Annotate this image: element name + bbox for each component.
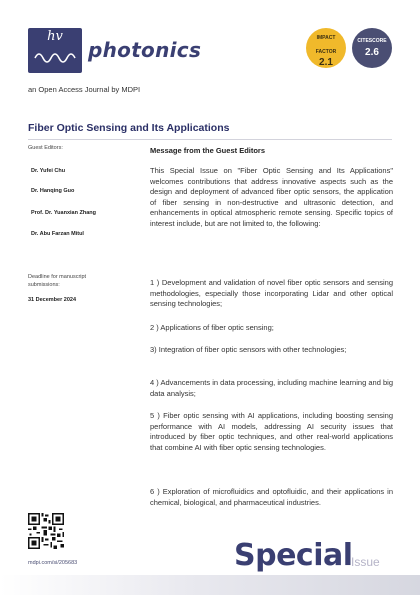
- message-paragraph: 2 ) Applications of fiber optic sensing;: [150, 323, 274, 332]
- issue-wordmark: Issue: [351, 555, 380, 569]
- journal-name: photonics: [88, 38, 202, 62]
- editor-name: Dr. Abu Farzan Mitul: [31, 231, 84, 237]
- wave-icon: [34, 50, 76, 66]
- message-paragraph: 4 ) Advancements in data processing, including machine learning and big data analysis;: [150, 378, 393, 398]
- citescore-label: CITESCORE: [357, 38, 387, 44]
- issue-title: Fiber Optic Sensing and Its Applications: [28, 122, 230, 134]
- message-paragraph: This Special Issue on "Fiber Optic Sensing and Its Applications" welcomes contributions that address innovative aspects such as the design and deployment of advanced fiber optic sensors, the application of fiber sensing in non-destructive and ultrasonic detection, and enhancements in optical atmospheric remote sensing. Specific topics of interest include, but are not limited to, the following:: [150, 166, 393, 228]
- impact-factor-label-1: IMPACT: [316, 35, 336, 41]
- open-access-line: an Open Access Journal by MDPI: [28, 85, 141, 94]
- footer-band: [0, 575, 420, 595]
- message-paragraph: 3) Integration of fiber optic sensors with other technologies;: [150, 345, 347, 354]
- message-paragraph: 1 ) Development and validation of novel fiber optic sensors and sensing methodologies, especially those incorporating Lidar and other optical sensing technologies;: [150, 278, 393, 309]
- citescore-value: 2.6: [365, 46, 379, 58]
- issue-url-link[interactable]: mdpi.com/si/205683: [28, 560, 78, 566]
- guest-editors-heading: Guest Editors:: [28, 145, 63, 151]
- message-paragraph: 6 ) Exploration of microfluidics and optofluidic, and their applications in chemical, biological, and pharmaceutical industries.: [150, 487, 393, 507]
- editor-name: Dr. Yufei Chu: [31, 168, 66, 174]
- impact-factor-value: 2.1: [319, 57, 333, 68]
- divider: [28, 139, 392, 140]
- message-paragraph: 5 ) Fiber optic sensing with AI applications, including boosting sensing performance with AI models, addressing AI security issues that introduced by fiber optic techniques, and other real-world applications that combine AI with fiber optic sensing technologies.: [150, 411, 393, 452]
- impact-factor-badge: [306, 28, 346, 68]
- special-wordmark: Special: [234, 538, 353, 573]
- impact-factor-label-2: FACTOR: [315, 48, 337, 55]
- citescore-badge: [352, 28, 392, 68]
- message-title: Message from the Guest Editors: [150, 146, 266, 155]
- deadline-date: 31 December 2024: [28, 297, 77, 303]
- journal-logo: [28, 28, 82, 73]
- deadline-label: Deadline for manuscript submissions:: [28, 274, 87, 288]
- logo-text: hv: [47, 29, 63, 44]
- editor-name: Dr. Hanqing Guo: [31, 188, 75, 194]
- editor-name: Prof. Dr. Yuanxian Zhang: [31, 210, 96, 216]
- qr-code-icon: [28, 513, 64, 549]
